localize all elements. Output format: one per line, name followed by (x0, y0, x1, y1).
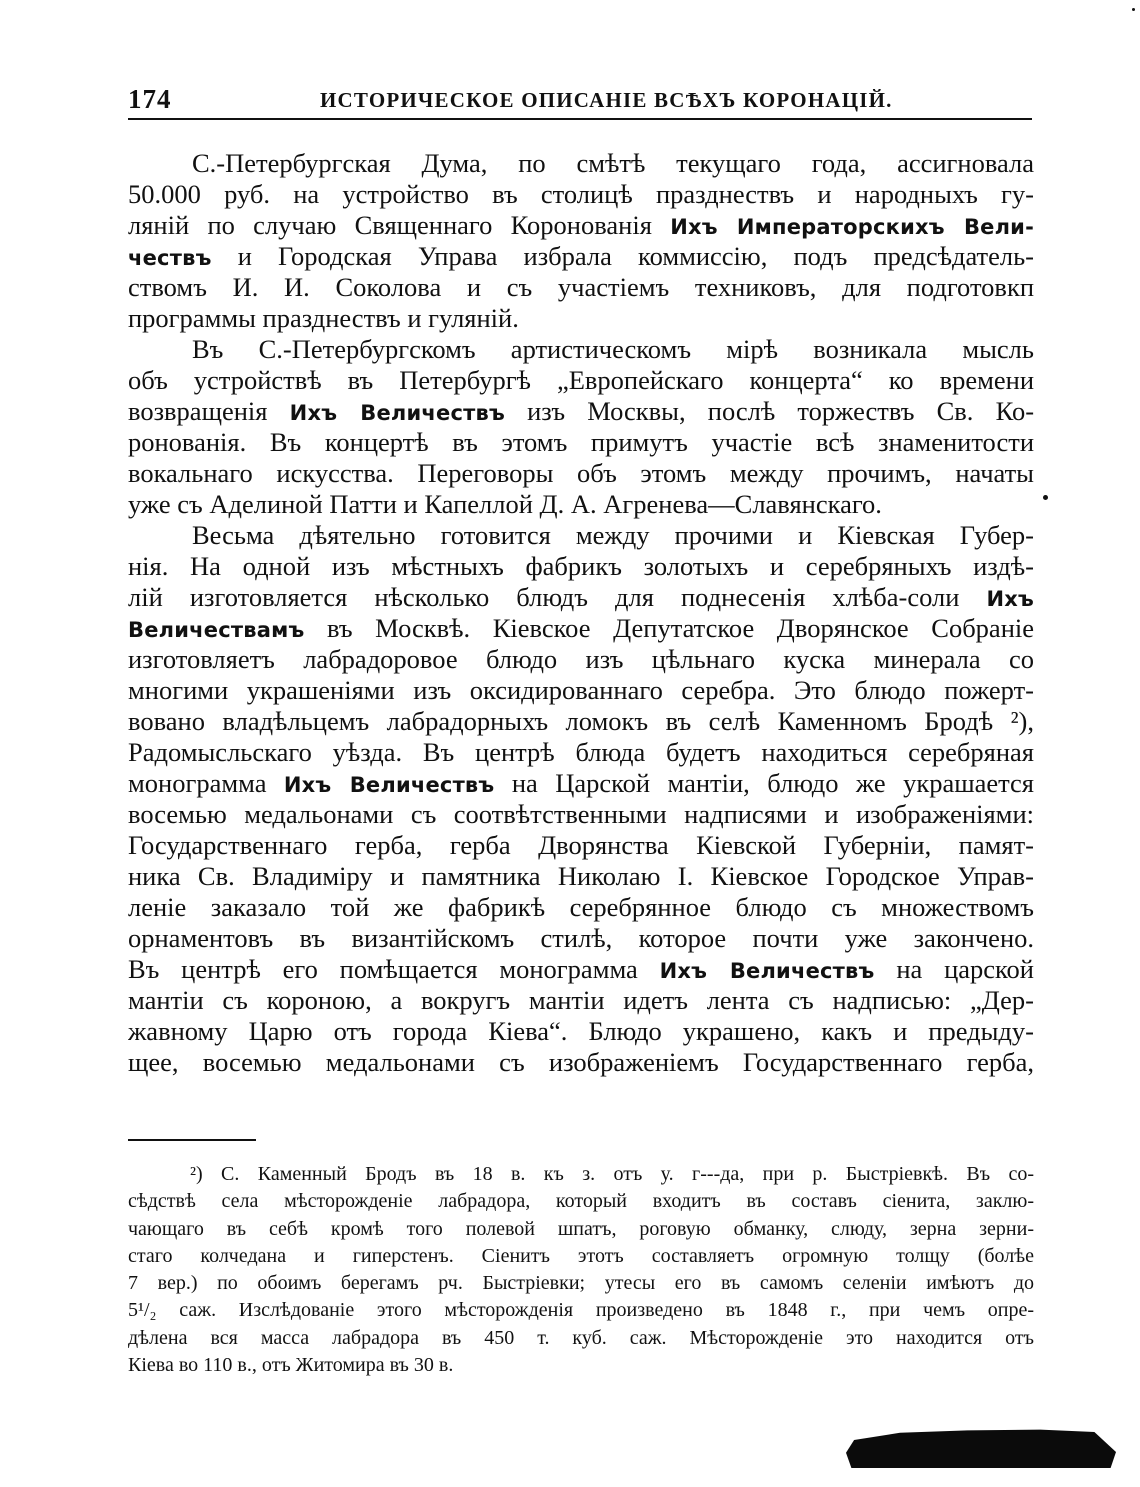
text-line (128, 551, 1034, 582)
text-span: 7 вер.) по обоимъ берегамъ рч. Быстріевки; утесы его въ самомъ селеніи имѣютъ до (128, 1272, 1034, 1295)
text-span: объ устройствѣ въ Петербургѣ „Европейскаго концерта“ ко времени (128, 365, 1034, 395)
emphasis-text: Ихъ Величествъ (289, 401, 505, 425)
text-line (128, 489, 1034, 520)
text-span: на царской (896, 954, 1034, 984)
text-span: Въ центрѣ его помѣщается монограмма (128, 954, 638, 984)
text-span: ронованія. Въ концертѣ въ этомъ примутъ участіе всѣ знаменитости (128, 427, 1034, 457)
text-span: ²) С. Каменный Бродъ въ 18 в. къ з. отъ у. г---да, при р. Быстріевкѣ. Въ со- (190, 1163, 1034, 1185)
text-line (128, 148, 1034, 179)
ink-blot (846, 1428, 1116, 1468)
text-span: возвращенія (128, 396, 268, 426)
emphasis-text: чествъ (128, 246, 212, 270)
text-span: щее, восемью медальонами съ изображеніемъ Государственнаго герба, (128, 1047, 1034, 1077)
text-span: Весьма дѣятельно готовится между прочими и Кіевская Губер- (192, 520, 1034, 550)
text-line (128, 365, 1034, 396)
text-line (128, 582, 1034, 613)
text-span: Радомысльскаго уѣзда. Въ центрѣ блюда будетъ находиться серебряная (128, 737, 1034, 767)
text-span: изъ Москвы, послѣ торжествъ Св. Ко- (527, 396, 1034, 426)
text-span: стаго колчедана и гиперстенъ. Сіенитъ этотъ составляетъ огромную толщу (болѣе (128, 1244, 1034, 1267)
footnote-divider (128, 1139, 256, 1141)
text-line (128, 830, 1034, 861)
text-line (128, 179, 1034, 210)
text-span: вокальнаго искусства. Переговоры объ этомъ между прочимъ, начаты (128, 458, 1034, 488)
footnote-line (128, 1216, 1034, 1243)
text-line (128, 241, 1034, 272)
text-line (128, 210, 1034, 241)
text-span: орнаментовъ въ византійскомъ стилѣ, которое почти уже закончено. (128, 923, 1034, 953)
emphasis-text: Ихъ (986, 587, 1034, 611)
text-line (128, 334, 1034, 365)
text-span: лій изготовляется нѣсколько блюдъ для поднесенія хлѣба-соли (128, 582, 960, 612)
text-span: 5¹/₂ саж. Изслѣдованіе этого мѣсторожденія произведено въ 1848 г., при чемъ опре- (128, 1299, 1034, 1322)
footnote-line (128, 1243, 1034, 1270)
text-span: вовано владѣльцемъ лабрадорныхъ ломокъ въ селѣ Каменномъ Бродѣ ²), (128, 706, 1034, 736)
text-span: монограмма (128, 768, 267, 798)
text-span: ника Св. Владиміру и памятника Николаю I. Кіевское Городское Управ- (128, 861, 1034, 891)
running-title: ИСТОРИЧЕСКОЕ ОПИСАНІЕ ВСѢХЪ КОРОНАЦІЙ. (320, 88, 893, 112)
footnote-line (128, 1352, 1034, 1379)
text-span: Въ С.-Петербургскомъ артистическомъ мірѣ возникала мысль (192, 334, 1034, 364)
text-line (128, 861, 1034, 892)
text-line (128, 923, 1034, 954)
text-line (128, 613, 1034, 644)
text-span: С.-Петербургская Дума, по смѣтѣ текущаго года, ассигновала (192, 148, 1034, 178)
text-line (128, 1016, 1034, 1047)
text-span: нія. На одной изъ мѣстныхъ фабрикъ золотыхъ и серебряныхъ издѣ- (128, 551, 1034, 581)
text-span: мантіи съ короною, а вокругъ мантіи идетъ лента съ надписью: „Дер- (128, 985, 1034, 1015)
text-span: ляній по случаю Священнаго Коронованія (128, 210, 652, 240)
text-line (128, 954, 1034, 985)
text-line (128, 272, 1034, 303)
emphasis-text: Величествамъ (128, 618, 305, 642)
text-span: 50.000 руб. на устройство въ столицѣ празднествъ и народныхъ гу- (128, 179, 1034, 209)
text-span: уже съ Аделиной Патти и Капеллой Д. А. Агренева—Славянскаго. (128, 489, 882, 519)
emphasis-text: Ихъ Величествъ (283, 773, 495, 797)
footnote-line (128, 1161, 1034, 1188)
text-span: сѣдствѣ села мѣсторожденіе лабрадора, который входитъ въ составъ сіенита, заклю- (128, 1190, 1034, 1213)
emphasis-text: Ихъ Императорскихъ Вели- (670, 215, 1034, 239)
text-span: чающаго въ себѣ кромѣ того полевой шпатъ, роговую обманку, слюду, зерна зерни- (128, 1217, 1034, 1240)
text-line (128, 644, 1034, 675)
text-span: леніе заказало той же фабрикѣ серебрянное блюдо съ множествомъ (128, 892, 1034, 922)
text-span: въ Москвѣ. Кіевское Депутатское Дворянское Собраніе (327, 613, 1034, 643)
footnote-line (128, 1325, 1034, 1352)
ink-speck (1132, 8, 1135, 11)
text-line (128, 675, 1034, 706)
page-number: 174 (128, 84, 172, 114)
text-span: многими украшеніями изъ оксидированнаго серебра. Это блюдо пожерт- (128, 675, 1034, 705)
body-text (128, 148, 1034, 1078)
text-line (128, 427, 1034, 458)
text-span: ствомъ И. И. Соколова и съ участіемъ техниковъ, для подготовкп (128, 272, 1034, 302)
text-line (128, 706, 1034, 737)
text-line (128, 458, 1034, 489)
footnote-line (128, 1270, 1034, 1297)
text-line (128, 1047, 1034, 1078)
text-span: программы празднествъ и гуляній. (128, 303, 519, 333)
footnote (128, 1161, 1034, 1379)
text-line (128, 985, 1034, 1016)
ink-speck (1043, 495, 1048, 500)
emphasis-text: Ихъ Величествъ (659, 959, 875, 983)
text-span: восемью медальонами съ соотвѣтственными надписями и изображеніями: (128, 799, 1034, 829)
text-span: Государственнаго герба, герба Дворянства Кіевской Губерніи, памят- (128, 830, 1034, 860)
page-header (128, 82, 1032, 120)
text-span: и Городская Управа избрала коммиссію, подъ предсѣдатель- (237, 241, 1034, 271)
footnote-line (128, 1297, 1034, 1324)
text-line (128, 520, 1034, 551)
text-line (128, 737, 1034, 768)
text-span: дѣлена вся масса лабрадора въ 450 т. куб. саж. Мѣсторожденіе это находится отъ (128, 1326, 1034, 1349)
text-span: изготовляетъ лабрадоровое блюдо изъ цѣльнаго куска минерала со (128, 644, 1034, 674)
text-span: жавному Царю отъ города Кіева“. Блюдо украшено, какъ и предыду- (128, 1016, 1034, 1046)
text-line (128, 768, 1034, 799)
text-line (128, 396, 1034, 427)
text-span: Кіева во 110 в., отъ Житомира въ 30 в. (128, 1354, 454, 1377)
text-span: на Царской мантіи, блюдо же украшается (511, 768, 1034, 798)
footnote-line (128, 1188, 1034, 1215)
text-line (128, 303, 1034, 334)
text-line (128, 892, 1034, 923)
text-line (128, 799, 1034, 830)
